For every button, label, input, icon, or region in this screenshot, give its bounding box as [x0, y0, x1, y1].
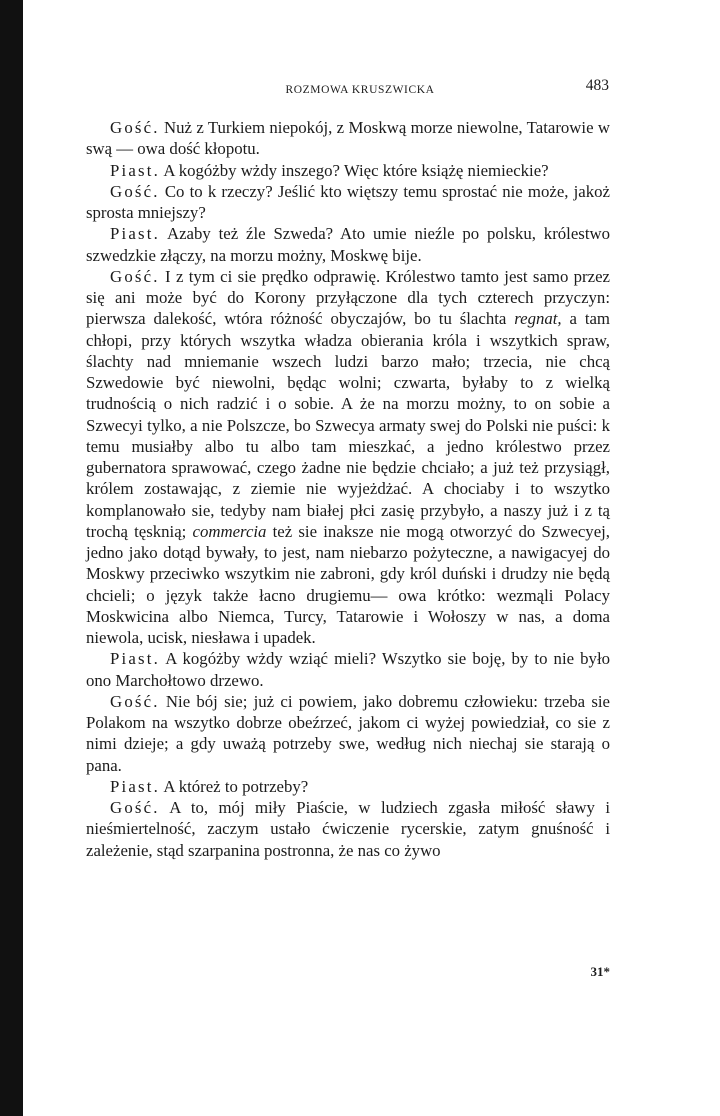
speaker-label: Piast.: [110, 160, 161, 180]
paragraph-text: A to, mój miły Piaście, w ludziech zgasła miłość sławy i nieśmiertelność, zaczym ustało ćwiczenie rycerskie, zatym gnuśność i zależenie, stąd szarpanina postronna, że nas co żywo: [86, 798, 610, 860]
paragraph: [86, 648, 610, 691]
running-header: [120, 84, 600, 96]
speaker-label: Piast.: [110, 776, 161, 796]
page-body: [86, 117, 610, 861]
scan-edge: [0, 0, 23, 1116]
paragraph: [86, 223, 610, 266]
running-title: ROZMOWA KRUSZWICKA: [285, 84, 435, 96]
paragraph-text: Co to k rzeczy? Jeślić kto więtszy temu sprostać nie może, jakoż sprosta mniejszy?: [86, 181, 610, 222]
speaker-label: Gość.: [110, 266, 160, 286]
speaker-label: Gość.: [110, 691, 160, 711]
paragraph-text: Nuż z Turkiem niepokój, z Moskwą morze niewolne, Tatarowie w swą — owa dość kłopotu.: [86, 118, 610, 159]
paragraph: [86, 181, 610, 224]
signature-mark: 31*: [590, 964, 610, 979]
page-number: 483: [585, 77, 609, 94]
paragraph: [86, 797, 610, 861]
paragraph-text: a tam chłopi, przy których wszytka władza obierania króla i wszytkich spraw, ślachty nad mniemanie wszech ludzi barzo mało; trzecia, nie chcą Szwedowie być niewolni, będąc wolni; czwarta, byłaby to z wielką trudnością o nich radzić i o sobie. A że na morzu możny, to on sobie a Szwecyi tylko, a nie Polszcze, bo Szwecya armaty swej do Polski nie puści: k temu musiałby albo tu albo tam mieszkać, a jedno królestwo przez gubernatora sprawować, czego żadne nie będzie chciało; a już też przysiągł, królem zostawając, z ziemie nie wyjeżdżać. A chociaby i to wszytko komplanowało sie, tedyby nam białej płci zasię przybyło, a naszy już i z tą trochą tęsknią;: [86, 309, 610, 541]
paragraph: [86, 160, 610, 181]
paragraph-text: Azaby też źle Szweda? Ato umie nieźle po polsku, królestwo szwedzkie złączy, na morzu możny, Moskwę bije.: [86, 224, 610, 265]
paragraph-text: I z tym ci sie prędko odprawię. Królestwo tamto jest samo przez się ani może być do Korony przyłączone dla tych czterech przyczyn: pierwsza dalekość, wtóra różność obyczajów, bo tu ślachta: [86, 266, 610, 329]
speaker-label: Gość.: [110, 181, 160, 201]
italic-term: regnat,: [514, 309, 562, 329]
speaker-label: Piast.: [110, 224, 161, 244]
paragraph-text: Nie bój sie; już ci powiem, jako dobremu człowieku: trzeba sie Polakom na wszytko dobrze obeźrzeć, jakom ci wyżej powiedział, co sie z nimi dzieje; a gdy uważą potrzeby swe, według nich niechaj sie starają o pana.: [86, 691, 610, 775]
paragraph-text: A kogóżby wżdy wziąć mieli? Wszytko sie boję, by to nie było ono Marchołtowo drzewo.: [86, 649, 610, 690]
paragraph: [86, 776, 610, 797]
paragraph-text: A kogóżby wżdy inszego? Więc które książę niemieckie?: [160, 160, 549, 180]
italic-term: commercia: [192, 521, 267, 541]
paragraph: [86, 266, 610, 649]
paragraph-text: A któreż to potrzeby?: [160, 776, 309, 796]
paragraph: [86, 691, 610, 776]
speaker-label: Gość.: [110, 118, 160, 137]
speaker-label: Piast.: [110, 649, 161, 669]
paragraph: [86, 117, 610, 160]
paragraph-text: też sie inaksze nie mogą otworzyć do Szwecyej, jedno jako dotąd bywały, to jest, nam niebarzo pożyteczne, a nawigacyej do Moskwy przeciwko wszytkim nie zabroni, gdy król duński i drudzy nie będą chcieli; o język także łacno drugiemu— owa krótko: wezmąli Polacy Moskwicina albo Niemca, Turcy, Tatarowie i Wołoszy w nas, a doma niewola, ucisk, niesława i upadek.: [86, 521, 610, 647]
speaker-label: Gość.: [110, 798, 160, 817]
